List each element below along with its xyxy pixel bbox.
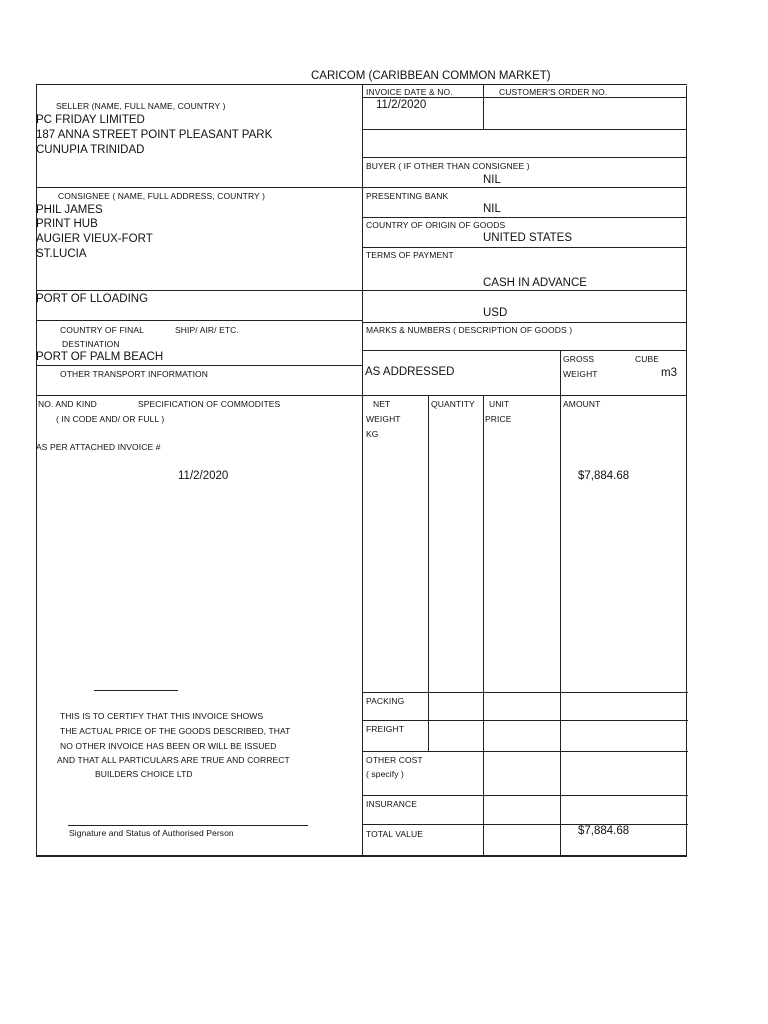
quantity-header: QUANTITY (431, 399, 475, 409)
rule-insurance (362, 795, 688, 796)
rule-r4 (362, 187, 686, 188)
certify-company: BUILDERS CHOICE LTD (95, 769, 193, 779)
consignee-line-1: PHIL JAMES (36, 204, 103, 216)
certify-line-4: AND THAT ALL PARTICULARS ARE TRUE AND CORRECT (57, 755, 290, 765)
rule-r5 (362, 217, 686, 218)
mid-divider (362, 84, 363, 856)
rule-unit-left (483, 396, 484, 855)
rule-l3 (36, 320, 362, 321)
ship-air-label: SHIP/ AIR/ ETC. (175, 325, 239, 335)
cube-unit: m3 (661, 367, 677, 379)
code-header: ( IN CODE AND/ OR FULL ) (56, 414, 165, 424)
other-cost-specify: ( specify ) (366, 769, 404, 779)
rule-freight (362, 720, 688, 721)
net-header-2: WEIGHT (366, 414, 401, 424)
no-kind-header: NO. AND KIND (38, 399, 97, 409)
short-signature-line (94, 690, 178, 691)
marks-value: AS ADDRESSED (365, 366, 455, 378)
rule-r7 (362, 290, 686, 291)
total-value: $7,884.68 (578, 825, 630, 837)
customer-order-label: CUSTOMER'S ORDER NO. (499, 87, 608, 97)
seller-address-1: 187 ANNA STREET POINT PLEASANT PARK (36, 129, 273, 141)
rule-quantity-left (428, 396, 429, 752)
marks-label: MARKS & NUMBERS ( DESCRIPTION OF GOODS ) (366, 325, 573, 335)
unit-header-1: UNIT (489, 399, 510, 409)
rule-r3 (362, 157, 686, 158)
port-of-loading: PORT OF LLOADING (36, 293, 149, 305)
weight-label: WEIGHT (563, 369, 598, 379)
rule-l4 (36, 365, 362, 366)
unit-header-2: PRICE (485, 414, 512, 424)
rule-l2 (36, 290, 362, 291)
packing-label: PACKING (366, 696, 405, 706)
buyer-label: BUYER ( IF OTHER THAN CONSIGNEE ) (366, 161, 530, 171)
net-header-3: KG (366, 429, 379, 439)
rule-r1 (362, 97, 686, 98)
cube-label: CUBE (635, 354, 660, 364)
amount-header: AMOUNT (563, 399, 601, 409)
frame-right (686, 86, 687, 856)
rule-l1 (36, 187, 362, 188)
currency-value: USD (483, 307, 508, 319)
freight-label: FREIGHT (366, 724, 405, 734)
final-destination-label-1: COUNTRY OF FINAL (60, 325, 144, 335)
net-header-1: NET (373, 399, 391, 409)
terms-of-payment-label: TERMS OF PAYMENT (366, 250, 454, 260)
frame-left (36, 84, 37, 856)
goods-amount: $7,884.68 (578, 470, 630, 482)
rule-order-divider (483, 84, 484, 130)
attached-invoice: AS PER ATTACHED INVOICE # (36, 442, 161, 452)
seller-label: SELLER (NAME, FULL NAME, COUNTRY ) (56, 101, 226, 111)
rule-r6 (362, 247, 686, 248)
other-cost-label: OTHER COST (366, 755, 423, 765)
consignee-label: CONSIGNEE ( NAME, FULL ADDRESS, COUNTRY ) (58, 191, 266, 201)
form-title: CARICOM (CARIBBEAN COMMON MARKET) (311, 70, 551, 82)
presenting-bank-label: PRESENTING BANK (366, 191, 449, 201)
certify-line-3: NO OTHER INVOICE HAS BEEN OR WILL BE ISSUED (60, 741, 277, 751)
gross-label: GROSS (563, 354, 595, 364)
rule-total (362, 824, 688, 825)
certify-line-1: THIS IS TO CERTIFY THAT THIS INVOICE SHOWS (60, 711, 264, 721)
rule-gross-divider (560, 350, 561, 855)
final-destination-value: PORT OF PALM BEACH (36, 351, 164, 363)
rule-r9 (362, 350, 686, 351)
presenting-bank-value: NIL (483, 203, 501, 215)
total-value-label: TOTAL VALUE (366, 829, 423, 839)
other-transport-label: OTHER TRANSPORT INFORMATION (60, 369, 208, 379)
seller-address-2: CUNUPIA TRINIDAD (36, 144, 145, 156)
certify-line-2: THE ACTUAL PRICE OF THE GOODS DESCRIBED, THAT (60, 726, 291, 736)
rule-packing (362, 692, 688, 693)
rule-other (362, 751, 688, 752)
final-destination-label-2: DESTINATION (62, 339, 120, 349)
consignee-line-3: AUGIER VIEUX-FORT (36, 233, 153, 245)
rule-r2 (362, 129, 686, 130)
signature-line (68, 825, 308, 826)
signature-label: Signature and Status of Authorised Person (69, 828, 234, 838)
rule-goods-top (36, 395, 687, 396)
invoice-date-label: INVOICE DATE & NO. (366, 87, 453, 97)
consignee-line-4: ST.LUCIA (36, 248, 87, 260)
terms-of-payment-value: CASH IN ADVANCE (483, 277, 587, 289)
invoice-date-value: 11/2/2020 (376, 99, 427, 111)
consignee-line-2: PRINT HUB (36, 218, 98, 230)
specification-header: SPECIFICATION OF COMMODITES (138, 399, 281, 409)
frame-bottom (36, 855, 687, 857)
country-origin-label: COUNTRY OF ORIGIN OF GOODS (366, 220, 506, 230)
seller-name: PC FRIDAY LIMITED (36, 114, 145, 126)
goods-date: 11/2/2020 (178, 470, 229, 482)
rule-r8 (362, 322, 686, 323)
insurance-label: INSURANCE (366, 799, 417, 809)
country-origin-value: UNITED STATES (483, 232, 573, 244)
buyer-value: NIL (483, 174, 501, 186)
